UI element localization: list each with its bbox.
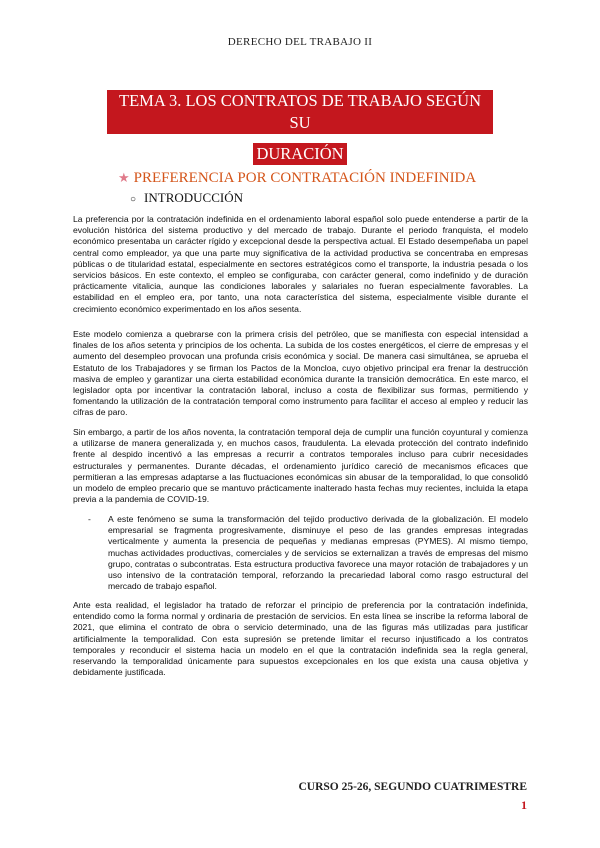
section-heading-label: PREFERENCIA POR CONTRATACIÓN INDEFINIDA	[133, 170, 477, 186]
page-number: 1	[521, 798, 527, 812]
subsection-heading-label: INTRODUCCIÓN	[144, 190, 243, 205]
page-title	[107, 90, 493, 165]
subsection-heading	[130, 190, 243, 206]
paragraph-1: La preferencia por la contratación indefinida en el ordenamiento laboral español solo puede entenderse a partir de la evolución histórica del sistema productivo y del mercado de trabajo. Durante el periodo franquista, el modelo económico presentaba un carácter rígido y excepcional desde la perspectiva actual. El Estado desempeñaba un papel central como empleador, ya que una parte muy significativa de la actividad productiva se concentraba en empresas públicas o de titularidad estatal, especialmente en sectores estratégicos como el transporte, la industria pesada o los servicios básicos. En este contexto, el empleo se configuraba, con carácter general, como indefinido y de duración prácticamente vitalicia, aunque las condiciones laborales y salariales no fueran especialmente favorables. La estabilidad en el empleo era, por tanto, una nota característica del sistema, especialmente visible durante el crecimiento económico experimentado en los años sesenta.	[73, 214, 528, 314]
title-line-2: DURACIÓN	[253, 143, 346, 165]
star-icon: ★	[118, 170, 130, 185]
dash-bullet: -	[88, 514, 91, 524]
title-line-1: TEMA 3. LOS CONTRATOS DE TRABAJO SEGÚN SU	[107, 90, 493, 134]
section-heading	[118, 170, 476, 187]
circle-bullet-icon: ○	[130, 194, 137, 205]
paragraph-5: Ante esta realidad, el legislador ha tratado de reforzar el principio de preferencia por la contratación indefinida, entendido como la forma normal y ordinaria de prestación de servicios. En esta línea se inscribe la reforma laboral de 2021, que elimina el contrato de obra o servicio determinado, una de las figuras más utilizadas para justificar artificialmente la temporalidad. Con esta supresión se pretende limitar el recurso injustificado a los contratos temporales y reconducir el sistema hacia un modelo en el que la contratación indefinida sea la regla general, reservando la temporalidad únicamente para supuestos excepcionales en los que exista una causa objetiva y debidamente justificada.	[73, 600, 528, 678]
list-item	[88, 514, 528, 592]
list-item-text: A este fenómeno se suma la transformación del tejido productivo derivada de la globalización. El modelo empresarial se fragmenta progresivamente, disminuye el peso de las grandes empresas integradas verticalmente y aumenta la presencia de pequeñas y medianas empresas (PYMES). Al mismo tiempo, muchas actividades productivas, comerciales y de servicios se externalizan a través de empresas del mismo grupo, contratas o subcontratas. Esta estructura productiva favorece una mayor rotación de trabajadores y un uso intensivo de la contratación temporal, reforzando la precariedad laboral como rasgo estructural del mercado de trabajo español.	[108, 514, 528, 592]
paragraph-3: Sin embargo, a partir de los años noventa, la contratación temporal deja de cumplir una función coyuntural y comienza a utilizarse de manera generalizada y, en muchos casos, fraudulenta. La elevada protección del contrato indefinido frente al despido incentivó a las empresas a recurrir a contratos temporales incluso para cubrir necesidades estructurales y permanentes. Durante décadas, el ordenamiento jurídico careció de mecanismos eficaces que permitieran a las empresas adaptarse a las fluctuaciones económicas sin abusar de la temporalidad, lo que consolidó un modelo de empleo precario que se mantuvo prácticamente inalterado hasta fechas muy recientes, incluida la etapa previa a la pandemia de COVID-19.	[73, 427, 528, 505]
paragraph-2: Este modelo comienza a quebrarse con la primera crisis del petróleo, que se manifiesta con especial intensidad a finales de los años setenta y principios de los ochenta. La subida de los costes energéticos, el cierre de empresas y el aumento del desempleo provocan una profunda crisis económica y social. De manera casi simultánea, se aprueba el Estatuto de los Trabajadores y se firman los Pactos de la Moncloa, cuyo objetivo principal era frenar la destrucción masiva de empleo y garantizar una cierta estabilidad económica durante la transición democrática. En este marco, el legislador opta por incentivar la contratación laboral, incluso a costa de flexibilizar sus formas, permitiendo y fomentando la utilización de la contratación temporal como instrumento para facilitar el acceso al empleo y reducir las cifras de paro.	[73, 329, 528, 418]
document-header: DERECHO DEL TRABAJO II	[227, 36, 373, 48]
document-footer: CURSO 25-26, SEGUNDO CUATRIMESTRE	[298, 781, 527, 793]
